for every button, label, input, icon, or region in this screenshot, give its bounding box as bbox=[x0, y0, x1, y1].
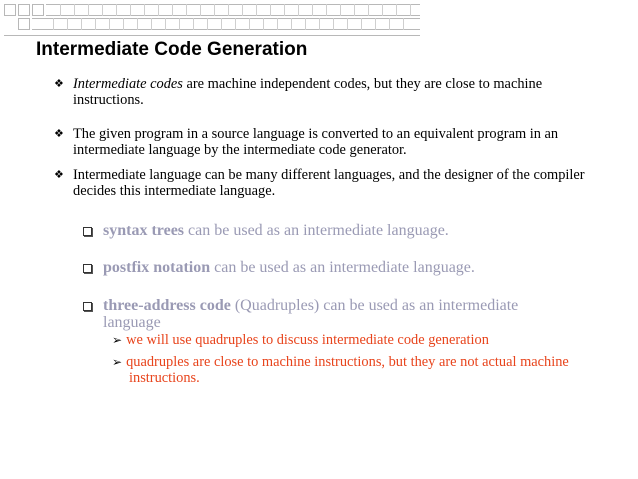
hollow-square-bullet-icon bbox=[83, 264, 92, 273]
decorative-grid bbox=[0, 0, 420, 40]
sub-bullet-3-term: three-address code bbox=[103, 297, 231, 314]
sub-bullet-3-text: (Quadruples) can be used as an intermediate language bbox=[103, 297, 519, 331]
sub-sub-bullet-1-text: we will use quadruples to discuss intermediate code generation bbox=[126, 332, 489, 348]
hollow-square-bullet-icon bbox=[83, 302, 92, 311]
slide-title: Intermediate Code Generation bbox=[36, 39, 308, 60]
bullet-2-text: The given program in a source language is converted to an equivalent program in an intermediate language by the intermediate code generator. bbox=[73, 126, 559, 158]
arrowhead-bullet-icon: ➢ bbox=[112, 355, 123, 369]
diamond-bullet-icon: ❖ bbox=[54, 169, 64, 181]
diamond-bullet-icon: ❖ bbox=[54, 128, 64, 140]
diamond-bullet-icon: ❖ bbox=[54, 78, 64, 90]
sub-bullet-1-text: can be used as an intermediate language. bbox=[184, 222, 449, 239]
sub-bullet-1 bbox=[103, 222, 603, 239]
sub-sub-bullet-1 bbox=[112, 332, 582, 348]
sub-bullet-2 bbox=[103, 259, 603, 276]
bullet-3-text: Intermediate language can be many different languages, and the designer of the compiler decides this intermediate language. bbox=[73, 167, 585, 199]
bullet-2 bbox=[54, 126, 593, 158]
sub-sub-bullet-2 bbox=[112, 354, 589, 386]
sub-bullet-2-term: postfix notation bbox=[103, 259, 211, 276]
sub-bullet-3 bbox=[103, 297, 573, 331]
hollow-square-bullet-icon bbox=[83, 227, 92, 236]
bullet-3 bbox=[54, 167, 608, 199]
sub-bullet-1-term: syntax trees bbox=[103, 222, 185, 239]
arrowhead-bullet-icon: ➢ bbox=[112, 333, 123, 347]
bullet-1-emphasis: Intermediate codes bbox=[73, 76, 183, 92]
sub-bullet-2-text: can be used as an intermediate language. bbox=[210, 259, 475, 276]
bullet-1 bbox=[54, 76, 563, 108]
sub-sub-bullet-2-text: quadruples are close to machine instructions, but they are not actual machine instructions. bbox=[126, 354, 569, 386]
bullet-1-text: are machine independent codes, but they are close to machine instructions. bbox=[73, 76, 543, 108]
